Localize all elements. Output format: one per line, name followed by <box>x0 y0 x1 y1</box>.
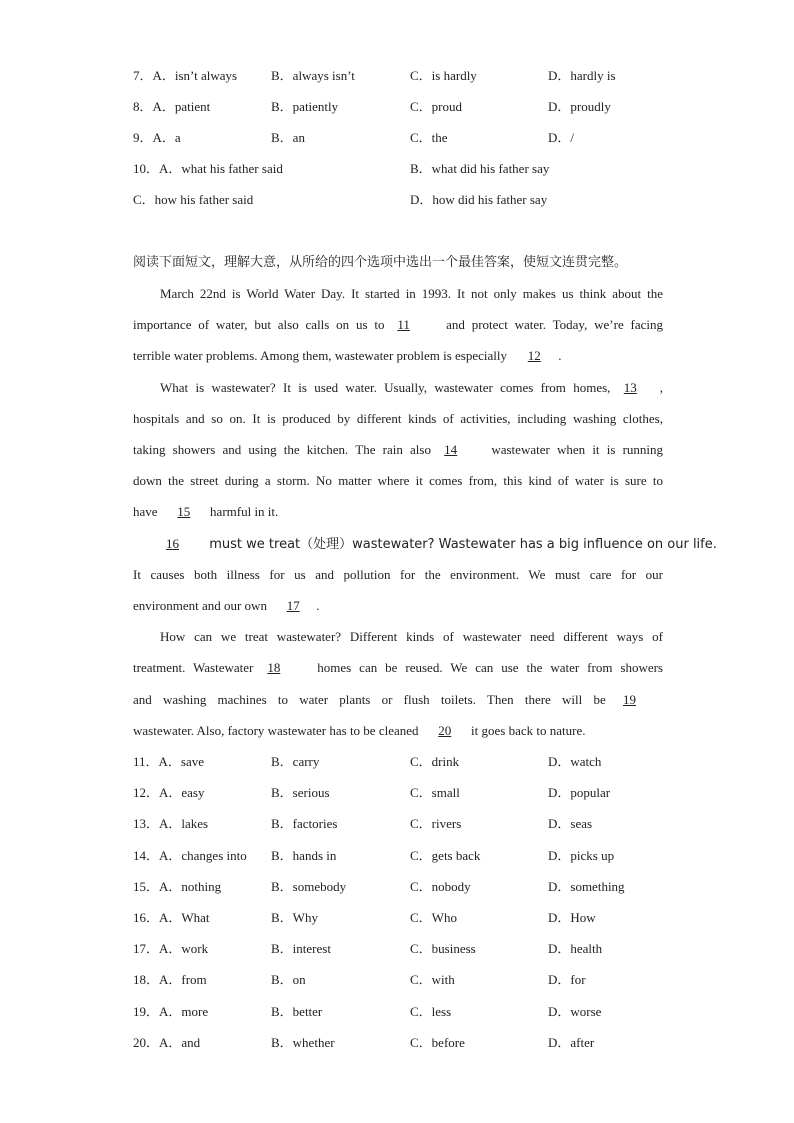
option-a: 8．A．patient <box>133 99 211 114</box>
option-d: D．picks up <box>548 848 615 863</box>
option-c: C．before <box>410 1035 465 1050</box>
question-15 <box>133 877 673 897</box>
option-c: C．how his father said <box>133 192 254 207</box>
option-b: B．Why <box>271 910 318 925</box>
option-c: C．gets back <box>410 848 481 863</box>
passage-line: down the street during a storm. No matter where it comes from, this kind of water is sure to <box>133 473 663 488</box>
question-17 <box>133 939 673 959</box>
option-d: D．health <box>548 941 603 956</box>
passage-line: terrible water problems. Among them, wastewater problem is especially 12 . <box>133 346 663 366</box>
option-d: D．watch <box>548 754 602 769</box>
question-10-row-2 <box>133 190 673 210</box>
passage-line: What is wastewater? It is used water. Usually, wastewater comes from homes, 13 , <box>160 378 663 398</box>
option-b: B．hands in <box>271 848 337 863</box>
question-13 <box>133 814 673 834</box>
option-a: 15．A．nothing <box>133 879 222 894</box>
option-d: D．popular <box>548 785 611 800</box>
option-d: D．for <box>548 972 586 987</box>
option-a: 10．A．what his father said <box>133 161 283 176</box>
option-a: 17．A．work <box>133 941 209 956</box>
blank-12: 12 <box>527 348 541 363</box>
blank-18: 18 <box>267 660 281 675</box>
option-c: C．drink <box>410 754 460 769</box>
option-b: B．always isn’t <box>271 68 355 83</box>
question-7 <box>133 66 673 86</box>
option-b: B．carry <box>271 754 320 769</box>
passage-line: importance of water, but also calls on us to 11 and protect water. Today, we’re facing <box>133 315 663 335</box>
option-b: B．an <box>271 130 305 145</box>
question-8 <box>133 97 673 117</box>
blank-14: 14 <box>444 442 458 457</box>
question-12 <box>133 783 673 803</box>
option-d: D．something <box>548 879 625 894</box>
option-b: B．patiently <box>271 99 339 114</box>
option-a: 12．A．easy <box>133 785 205 800</box>
option-a: 16．A．What <box>133 910 210 925</box>
passage-line: have 15 harmful in it. <box>133 502 663 522</box>
option-d: D．/ <box>548 130 575 145</box>
passage-line: environment and our own 17 . <box>133 596 663 616</box>
option-d: D．How <box>548 910 596 925</box>
option-c: C．small <box>410 785 460 800</box>
blank-15: 15 <box>177 504 191 519</box>
option-a: 11．A．save <box>133 754 205 769</box>
passage-line: It causes both illness for us and pollution for the environment. We must care for our <box>133 567 663 582</box>
question-19 <box>133 1002 673 1022</box>
question-16 <box>133 908 673 928</box>
option-a: 9．A．a <box>133 130 181 145</box>
option-c: C．proud <box>410 99 463 114</box>
passage-line: 16 must we treat（处理）wastewater? Wastewater has a big influence on our life. <box>160 534 663 554</box>
option-c: C．rivers <box>410 816 462 831</box>
question-11 <box>133 752 673 772</box>
option-b: B．better <box>271 1004 323 1019</box>
option-a: 14．A．changes into <box>133 848 247 863</box>
question-14 <box>133 846 673 866</box>
question-10-row-1 <box>133 159 673 179</box>
option-c: C．Who <box>410 910 457 925</box>
option-c: C．business <box>410 941 476 956</box>
question-9 <box>133 128 673 148</box>
passage-line: treatment. Wastewater 18 homes can be reused. We can use the water from showers <box>133 658 663 678</box>
blank-13: 13 <box>623 380 637 395</box>
blank-19: 19 <box>623 692 636 707</box>
option-d: D．hardly is <box>548 68 616 83</box>
passage-line: and washing machines to water plants or flush toilets. Then there will be 19 <box>133 690 663 710</box>
blank-20: 20 <box>438 723 452 738</box>
section-instruction: 阅读下面短文，理解大意，从所给的四个选项中选出一个最佳答案，使短文连贯完整。 <box>133 255 628 270</box>
question-20 <box>133 1033 673 1053</box>
option-a: 13．A．lakes <box>133 816 209 831</box>
passage-line: taking showers and using the kitchen. The rain also 14 wastewater when it is running <box>133 440 663 460</box>
option-b: B．serious <box>271 785 330 800</box>
option-d: D．how did his father say <box>410 192 548 207</box>
passage-line: hospitals and so on. It is produced by different kinds of activities, including washing clothes, <box>133 411 663 426</box>
question-18 <box>133 970 673 990</box>
option-c: C．with <box>410 972 455 987</box>
option-c: C．is hardly <box>410 68 477 83</box>
option-d: D．proudly <box>548 99 611 114</box>
option-b: B．whether <box>271 1035 335 1050</box>
option-d: D．after <box>548 1035 595 1050</box>
option-b: B．what did his father say <box>410 161 550 176</box>
option-b: B．interest <box>271 941 331 956</box>
passage-line: wastewater. Also, factory wastewater has to be cleaned 20 it goes back to nature. <box>133 721 663 741</box>
option-d: D．seas <box>548 816 593 831</box>
passage-line: March 22nd is World Water Day. It started in 1993. It not only makes us think about the <box>160 286 663 301</box>
option-b: B．on <box>271 972 306 987</box>
passage-line: How can we treat wastewater? Different kinds of wastewater need different ways of <box>160 629 663 644</box>
blank-11: 11 <box>397 317 410 332</box>
option-a: 7．A．isn’t always <box>133 68 238 83</box>
option-c: C．the <box>410 130 448 145</box>
option-b: B．factories <box>271 816 338 831</box>
option-a: 18．A．from <box>133 972 207 987</box>
option-a: 20．A．and <box>133 1035 201 1050</box>
option-b: B．somebody <box>271 879 347 894</box>
blank-17: 17 <box>286 598 300 613</box>
option-c: C．nobody <box>410 879 471 894</box>
option-d: D．worse <box>548 1004 602 1019</box>
option-a: 19．A．more <box>133 1004 209 1019</box>
option-c: C．less <box>410 1004 452 1019</box>
blank-16: 16 <box>166 536 179 551</box>
